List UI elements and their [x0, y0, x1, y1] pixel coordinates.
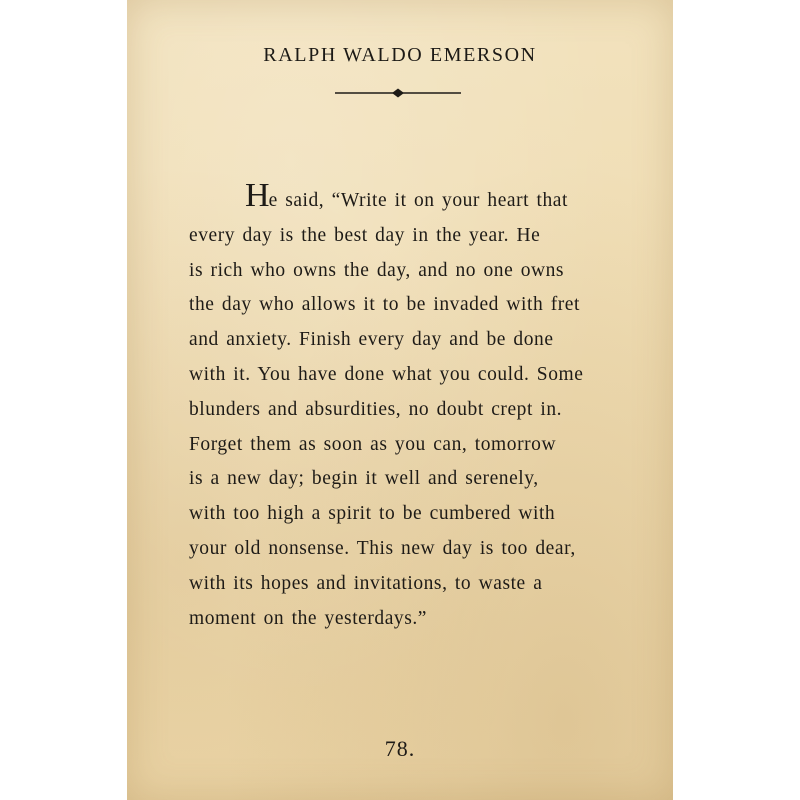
quote-line: Forget them as soon as you can, tomorrow: [189, 433, 557, 455]
ornamental-divider-icon: [333, 86, 463, 100]
quote-line: with it. You have done what you could. Some: [189, 363, 584, 385]
quote-line: your old nonsense. This new day is too dear,: [189, 537, 576, 559]
quote-line: [189, 177, 629, 219]
quote-line-text: e said, “Write it on your heart that: [268, 190, 568, 211]
quote-line: is rich who owns the day, and no one owns: [189, 259, 565, 281]
quote-line: every day is the best day in the year. He: [189, 224, 541, 246]
quote-line: the day who allows it to be invaded with fret: [189, 294, 580, 316]
page-number: 78.: [384, 736, 416, 761]
author-heading: RALPH WALDO EMERSON: [263, 44, 537, 66]
quote-line: moment on the yesterdays.”: [189, 607, 427, 629]
quote-line: blunders and absurdities, no doubt crept in.: [189, 398, 563, 420]
drop-cap: H: [245, 177, 269, 214]
quote-line: with too high a spirit to be cumbered with: [189, 503, 556, 525]
quote-line: is a new day; begin it well and serenely,: [189, 468, 539, 490]
book-page: [127, 0, 673, 800]
quote-body: [189, 177, 629, 636]
quote-line: with its hopes and invitations, to waste a: [189, 572, 543, 594]
quote-line: and anxiety. Finish every day and be done: [189, 329, 554, 351]
